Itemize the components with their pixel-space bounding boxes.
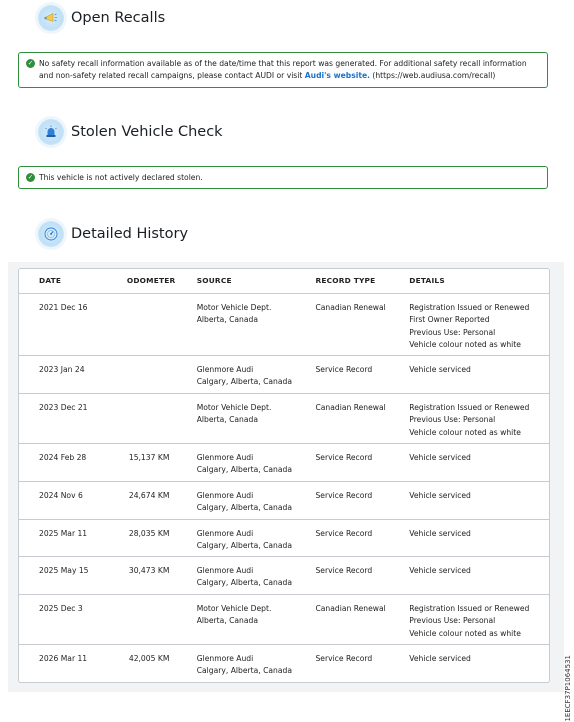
row-date: 2024 Nov 6	[39, 491, 83, 500]
row-record-type: Service Record	[315, 529, 373, 538]
detail-line: Vehicle serviced	[409, 453, 471, 462]
row-odometer	[109, 356, 197, 393]
row-details	[409, 356, 549, 393]
column-header-record-type: RECORD TYPE	[315, 275, 376, 285]
table-row	[19, 594, 549, 644]
stolen-notice-text: This vehicle is not actively declared stolen.	[39, 173, 203, 182]
detail-line: Previous Use: Personal	[409, 415, 496, 425]
table-row	[19, 644, 549, 682]
row-record-type: Service Record	[315, 566, 373, 575]
table-row	[19, 556, 549, 594]
source-line: Calgary, Alberta, Canada	[196, 377, 292, 387]
detail-line: Previous Use: Personal	[409, 327, 496, 337]
source-line: Calgary, Alberta, Canada	[196, 541, 292, 551]
row-odometer	[109, 394, 197, 443]
source-line: Glenmore Audi	[196, 491, 254, 500]
row-date: 2025 Dec 3	[39, 604, 83, 613]
table-header-row	[19, 269, 549, 293]
source-line: Motor Vehicle Dept.	[196, 403, 272, 412]
column-header-source: SOURCE	[196, 275, 232, 285]
detail-line: Vehicle serviced	[409, 491, 471, 500]
table-row	[19, 519, 549, 556]
source-line: Calgary, Alberta, Canada	[196, 666, 292, 676]
recall-notice	[18, 52, 548, 88]
column-header-date: DATE	[39, 275, 62, 285]
source-line: Glenmore Audi	[196, 365, 254, 374]
row-date: 2026 Mar 11	[39, 654, 88, 663]
megaphone-icon	[38, 5, 64, 31]
row-source	[197, 595, 316, 644]
history-table	[18, 268, 550, 683]
row-details	[409, 595, 549, 644]
row-source	[197, 645, 316, 682]
odometer-icon	[38, 221, 64, 247]
detail-line: Vehicle colour noted as white	[409, 628, 521, 638]
check-circle-icon: ✓	[27, 173, 34, 181]
row-details	[409, 394, 549, 443]
row-source	[197, 394, 316, 443]
detail-line: Vehicle colour noted as white	[409, 427, 521, 437]
source-line: Alberta, Canada	[196, 415, 258, 425]
source-line: Glenmore Audi	[196, 529, 254, 538]
row-record-type: Canadian Renewal	[315, 604, 386, 613]
column-header-details: DETAILS	[409, 275, 445, 285]
row-record-type: Service Record	[315, 453, 373, 462]
row-odometer	[109, 595, 197, 644]
row-details	[409, 520, 549, 556]
row-details	[409, 294, 549, 355]
row-date: 2025 May 15	[39, 566, 89, 575]
row-record-type: Service Record	[315, 365, 373, 374]
table-row	[19, 481, 549, 519]
row-record-type: Canadian Renewal	[315, 403, 386, 412]
open-recalls-header	[38, 5, 165, 31]
detail-line: Previous Use: Personal	[409, 616, 496, 626]
source-line: Motor Vehicle Dept.	[196, 604, 272, 613]
stolen-notice	[18, 166, 548, 189]
row-record-type: Service Record	[315, 491, 373, 500]
row-source	[197, 356, 316, 393]
detail-line: Vehicle serviced	[409, 566, 471, 575]
detail-line: Vehicle serviced	[409, 365, 471, 374]
open-recalls-title: Open Recalls	[71, 10, 166, 26]
detail-line: Registration Issued or Renewed	[409, 403, 530, 412]
column-header-odometer: ODOMETER	[126, 275, 176, 285]
source-line: Calgary, Alberta, Canada	[196, 503, 292, 513]
row-source	[197, 444, 316, 481]
table-row	[19, 393, 549, 443]
audi-website-link[interactable]: Audi's website.	[304, 71, 370, 80]
stolen-check-title: Stolen Vehicle Check	[71, 124, 223, 140]
source-line: Motor Vehicle Dept.	[196, 303, 272, 312]
row-odometer: 28,035 KM	[128, 529, 170, 538]
recall-notice-text: No safety recall information available as of the date/time that this report was generated. For additional safety recall information and non-safety related recall campaigns, please contact AUDI or visit	[39, 59, 527, 80]
row-date: 2021 Dec 16	[39, 303, 88, 312]
row-date: 2024 Feb 28	[39, 453, 87, 462]
source-line: Glenmore Audi	[196, 654, 254, 663]
row-odometer: 30,473 KM	[128, 566, 170, 575]
row-date: 2023 Jan 24	[39, 365, 85, 374]
row-odometer: 42,005 KM	[128, 654, 170, 663]
table-row	[19, 443, 549, 481]
check-circle-icon: ✓	[27, 59, 34, 67]
row-details	[409, 444, 549, 481]
detail-line: Registration Issued or Renewed	[409, 303, 530, 312]
row-source	[197, 482, 316, 519]
source-line: Glenmore Audi	[196, 453, 254, 462]
row-details	[409, 645, 549, 682]
table-row	[19, 293, 549, 355]
detailed-history-header	[38, 221, 188, 247]
table-row	[19, 355, 549, 393]
detail-line: Vehicle colour noted as white	[409, 339, 521, 349]
siren-icon	[38, 119, 64, 145]
row-source	[197, 557, 316, 594]
detailed-history-title: Detailed History	[71, 226, 189, 242]
row-odometer	[109, 294, 197, 355]
row-record-type: Service Record	[315, 654, 373, 663]
detail-line: Vehicle serviced	[409, 529, 471, 538]
row-odometer: 24,674 KM	[128, 491, 170, 500]
detail-line: Registration Issued or Renewed	[409, 604, 530, 613]
row-details	[409, 482, 549, 519]
source-line: Calgary, Alberta, Canada	[196, 465, 292, 475]
stolen-check-header	[38, 119, 223, 145]
recall-notice-url: (https://web.audiusa.com/recall)	[369, 71, 496, 80]
row-record-type: Canadian Renewal	[315, 303, 386, 312]
row-odometer: 15,137 KM	[128, 453, 170, 462]
detail-line: Vehicle serviced	[409, 654, 471, 663]
row-details	[409, 557, 549, 594]
source-line: Glenmore Audi	[196, 566, 254, 575]
vin-margin-label: 1EECF37P1064531	[564, 655, 572, 722]
detail-line: First Owner Reported	[409, 315, 490, 325]
row-source	[197, 520, 316, 556]
row-date: 2025 Mar 11	[39, 529, 88, 538]
source-line: Alberta, Canada	[196, 315, 258, 325]
row-source	[197, 294, 316, 355]
source-line: Alberta, Canada	[196, 616, 258, 626]
row-date: 2023 Dec 21	[39, 403, 88, 412]
source-line: Calgary, Alberta, Canada	[196, 578, 292, 588]
